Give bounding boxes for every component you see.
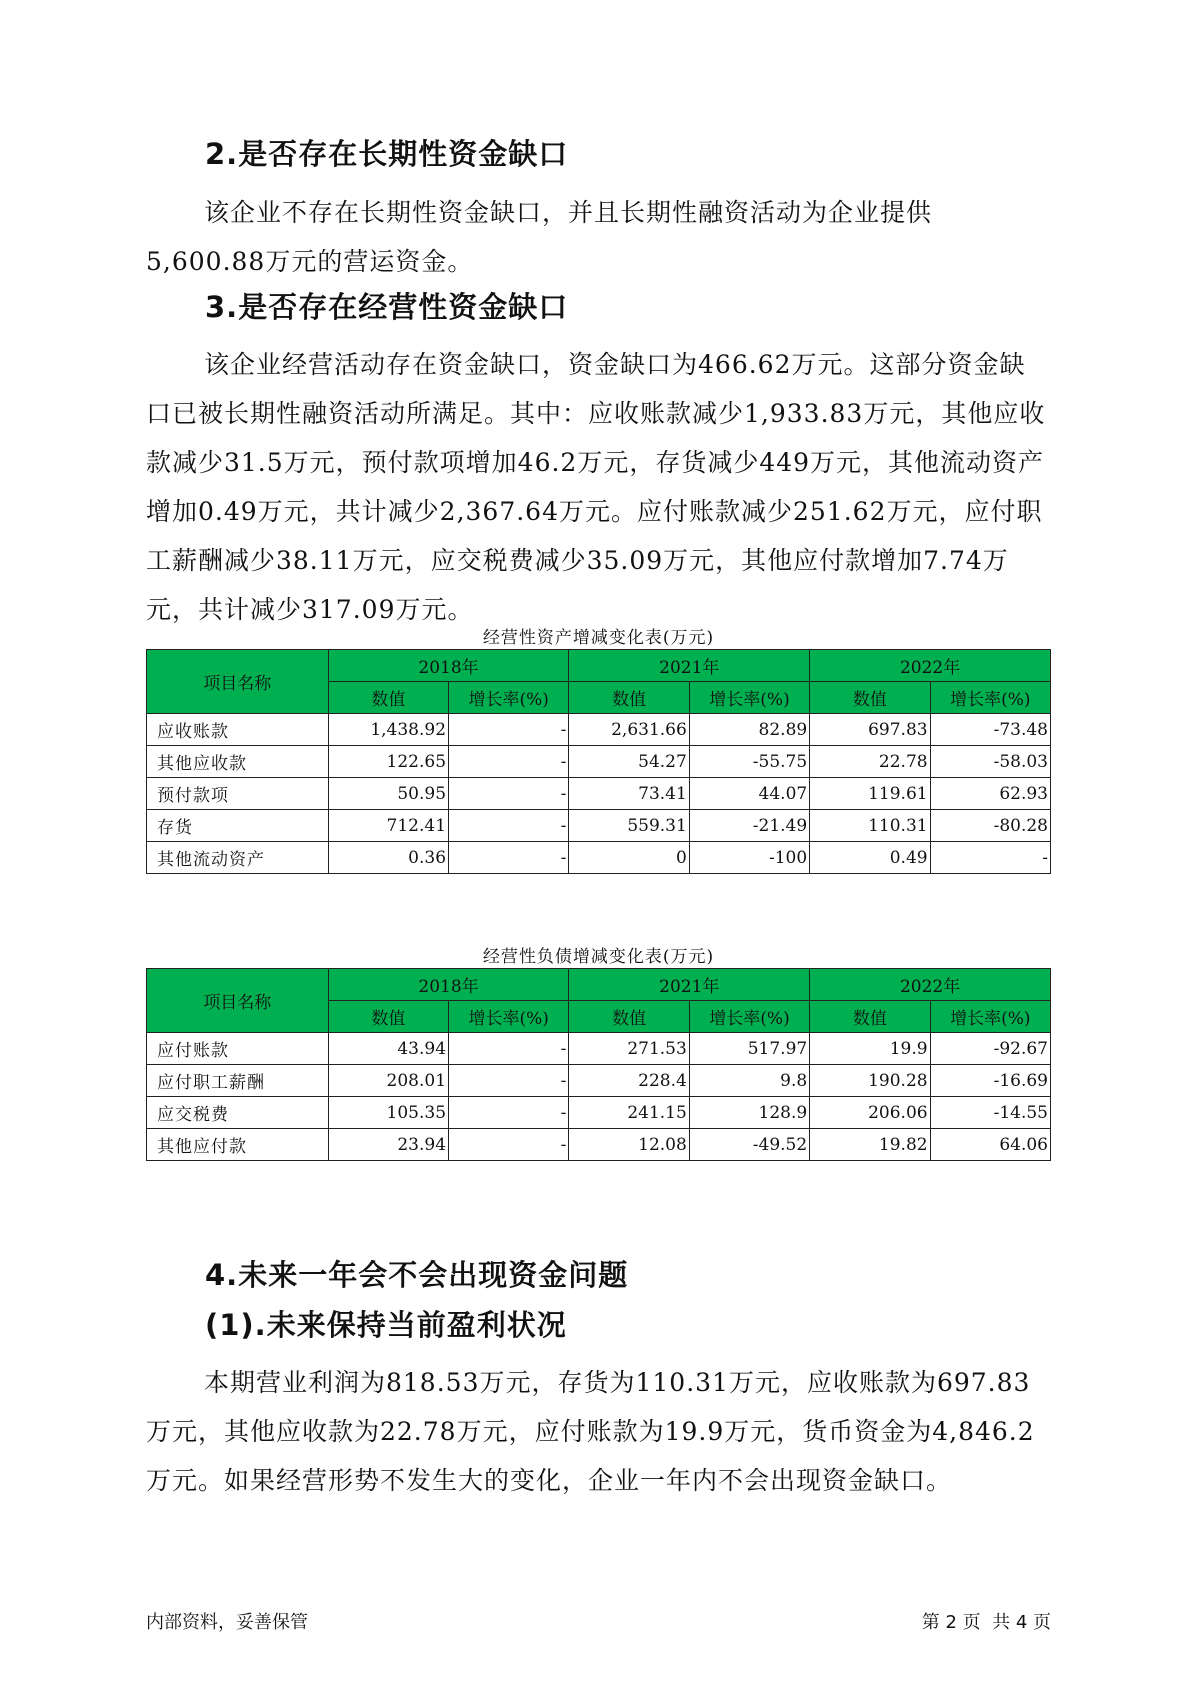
table-cell: 128.9 xyxy=(689,1097,809,1129)
row-label: 应收账款 xyxy=(147,714,329,746)
row-label: 其他应付款 xyxy=(147,1129,329,1161)
row-label: 应交税费 xyxy=(147,1097,329,1129)
year-header: 2022年 xyxy=(810,650,1051,682)
table-row xyxy=(147,714,1051,746)
table-cell: 43.94 xyxy=(328,1033,448,1065)
table-row xyxy=(147,810,1051,842)
table-row xyxy=(147,1097,1051,1129)
table-cell: -80.28 xyxy=(930,810,1050,842)
table-cell: - xyxy=(449,778,569,810)
liabilities-change-table xyxy=(146,968,1051,1161)
table-cell: 73.41 xyxy=(569,778,689,810)
table-row xyxy=(147,1033,1051,1065)
year-header: 2018年 xyxy=(328,650,569,682)
table-cell: 206.06 xyxy=(810,1097,930,1129)
table-cell: -100 xyxy=(689,842,809,874)
table-cell: -55.75 xyxy=(689,746,809,778)
table-cell: 0.49 xyxy=(810,842,930,874)
value-header: 数值 xyxy=(569,682,689,714)
table-cell: 2,631.66 xyxy=(569,714,689,746)
table-cell: - xyxy=(449,714,569,746)
section-4-1-paragraph: 本期营业利润为818.53万元，存货为110.31万元，应收账款为697.83万元，其他应收款为22.78万元，应付账款为19.9万元，货币资金为4,846.2万元。如果经营形势不发生大的变化，企业一年内不会出现资金缺口。 xyxy=(146,1368,1035,1495)
table-cell: -58.03 xyxy=(930,746,1050,778)
value-header: 数值 xyxy=(810,682,930,714)
table-cell: - xyxy=(449,1129,569,1161)
table-cell: - xyxy=(930,842,1050,874)
table-cell: - xyxy=(449,1033,569,1065)
growth-rate-header: 增长率(%) xyxy=(689,682,809,714)
year-header: 2021年 xyxy=(569,969,810,1001)
table-cell: 0.36 xyxy=(328,842,448,874)
assets-change-table xyxy=(146,649,1051,874)
table-row xyxy=(147,1065,1051,1097)
growth-rate-header: 增长率(%) xyxy=(930,682,1050,714)
growth-rate-header: 增长率(%) xyxy=(449,682,569,714)
growth-rate-header: 增长率(%) xyxy=(449,1001,569,1033)
table-cell: 241.15 xyxy=(569,1097,689,1129)
table-cell: - xyxy=(449,1097,569,1129)
table-cell: 22.78 xyxy=(810,746,930,778)
year-header: 2018年 xyxy=(328,969,569,1001)
table-cell: 190.28 xyxy=(810,1065,930,1097)
value-header: 数值 xyxy=(328,682,448,714)
section-3-paragraph: 该企业经营活动存在资金缺口，资金缺口为466.62万元。这部分资金缺口已被长期性融资活动所满足。其中：应收账款减少1,933.83万元，其他应收款减少31.5万元，预付款项增加46.2万元，存货减少449万元，其他流动资产增加0.49万元，共计减少2,367.64万元。应付账款减少251.62万元，应付职工薪酬减少38.11万元，应交税费减少35.09万元，其他应付款增加7.74万元，共计减少317.09万元。 xyxy=(146,350,1046,624)
table-cell: 228.4 xyxy=(569,1065,689,1097)
row-label: 其他流动资产 xyxy=(147,842,329,874)
footer-page-number: 第 2 页 共 4 页 xyxy=(921,1612,1051,1633)
year-header: 2022年 xyxy=(810,969,1051,1001)
table-cell: 19.9 xyxy=(810,1033,930,1065)
item-name-header: 项目名称 xyxy=(147,650,329,714)
table-row xyxy=(147,778,1051,810)
table-cell: -92.67 xyxy=(930,1033,1050,1065)
row-label: 应付账款 xyxy=(147,1033,329,1065)
table-cell: - xyxy=(449,1065,569,1097)
section-3-title: 3.是否存在经营性资金缺口 xyxy=(205,290,569,324)
table-row xyxy=(147,746,1051,778)
table-cell: 105.35 xyxy=(328,1097,448,1129)
table-cell: - xyxy=(449,842,569,874)
section-2-paragraph: 该企业不存在长期性资金缺口，并且长期性融资活动为企业提供5,600.88万元的营运资金。 xyxy=(146,198,933,276)
table-cell: 54.27 xyxy=(569,746,689,778)
year-header: 2021年 xyxy=(569,650,810,682)
table-cell: 271.53 xyxy=(569,1033,689,1065)
table-cell: 44.07 xyxy=(689,778,809,810)
table-cell: - xyxy=(449,810,569,842)
table-cell: -49.52 xyxy=(689,1129,809,1161)
item-name-header: 项目名称 xyxy=(147,969,329,1033)
growth-rate-header: 增长率(%) xyxy=(930,1001,1050,1033)
row-label: 应付职工薪酬 xyxy=(147,1065,329,1097)
table-cell: 64.06 xyxy=(930,1129,1050,1161)
table-cell: 559.31 xyxy=(569,810,689,842)
table-cell: 712.41 xyxy=(328,810,448,842)
table-cell: 19.82 xyxy=(810,1129,930,1161)
table-cell: 62.93 xyxy=(930,778,1050,810)
table-cell: -21.49 xyxy=(689,810,809,842)
row-label: 预付款项 xyxy=(147,778,329,810)
table-cell: 23.94 xyxy=(328,1129,448,1161)
table-cell: 9.8 xyxy=(689,1065,809,1097)
table-cell: 82.89 xyxy=(689,714,809,746)
liabilities-table-caption: 经营性负债增减变化表(万元) xyxy=(482,947,715,967)
row-label: 其他应收款 xyxy=(147,746,329,778)
table-cell: 697.83 xyxy=(810,714,930,746)
table-cell: 208.01 xyxy=(328,1065,448,1097)
section-4-title: 4.未来一年会不会出现资金问题 xyxy=(205,1258,629,1292)
table-cell: 12.08 xyxy=(569,1129,689,1161)
value-header: 数值 xyxy=(569,1001,689,1033)
table-cell: 0 xyxy=(569,842,689,874)
table-cell: 50.95 xyxy=(328,778,448,810)
table-row xyxy=(147,1129,1051,1161)
table-cell: 1,438.92 xyxy=(328,714,448,746)
table-cell: - xyxy=(449,746,569,778)
value-header: 数值 xyxy=(810,1001,930,1033)
table-cell: 122.65 xyxy=(328,746,448,778)
section-2-title: 2.是否存在长期性资金缺口 xyxy=(205,137,569,171)
footer-confidential-note: 内部资料，妥善保管 xyxy=(146,1612,308,1633)
table-cell: 517.97 xyxy=(689,1033,809,1065)
section-4-1-title: (1).未来保持当前盈利状况 xyxy=(205,1308,567,1342)
table-cell: -16.69 xyxy=(930,1065,1050,1097)
assets-table-caption: 经营性资产增减变化表(万元) xyxy=(482,628,715,648)
table-cell: -73.48 xyxy=(930,714,1050,746)
growth-rate-header: 增长率(%) xyxy=(689,1001,809,1033)
row-label: 存货 xyxy=(147,810,329,842)
table-cell: -14.55 xyxy=(930,1097,1050,1129)
table-cell: 110.31 xyxy=(810,810,930,842)
value-header: 数值 xyxy=(328,1001,448,1033)
table-cell: 119.61 xyxy=(810,778,930,810)
table-row xyxy=(147,842,1051,874)
